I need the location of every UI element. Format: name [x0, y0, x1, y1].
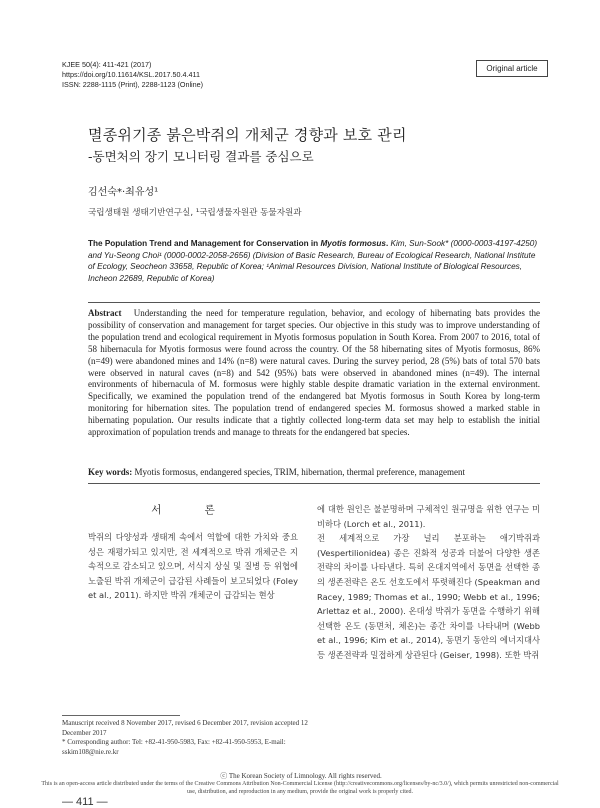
license-notice: This is an open-access article distributed under the terms of the Creative Commons Attribution Non-Commercial License (http://creativecommons.org/licenses/by-nc/3.0/), which permits unrestricted non-commercial use, distribution, and reproduction in any medium, provide the original work is properly cited. [41, 781, 559, 795]
doi-link[interactable]: https://doi.org/10.11614/KSL.2017.50.4.411 [62, 70, 200, 79]
page-number: — 411 — [62, 796, 108, 808]
corresponding-author: * Corresponding author: Tel: +82-41-950-5983, Fax: +82-41-950-5953, E-mail: sskim108@nie.re.kr [62, 738, 286, 756]
keywords-text: Myotis formosus, endangered species, TRIM, hibernation, thermal preference, management [134, 467, 465, 477]
journal-meta [62, 60, 203, 90]
korean-subtitle: -동면처의 장기 모니터링 결과를 중심으로 [88, 149, 314, 164]
korean-authors: 김선숙*·최유성¹ [88, 187, 159, 198]
section-heading-introduction: 서 론 [151, 504, 235, 516]
body-column-right: 에 대한 원인은 불분명하며 구체적인 원규명을 위한 연구는 미비하다 (Lorch et al., 2011). 전 세계적으로 가장 널리 분포하는 애기박쥐과 (Vespertilionidea) 종은 진화적 성공과 더불어 다양한 생존전략의 차이를 나타낸다. 특히 온대지역에서 동면을 선택한 종의 생존전략은 온도 선호도에서 뚜렷해진다 (Speakman and Racey, 1989; Thomas et al., 1990; Webb et al., 1996; Arlettaz et al., 2000). 온대성 박쥐가 동면을 수행하기 위해 선택한 온도 (동면처, 체온)는 종간 차이를 나타내며 (Webb et al., 1996; Kim et al., 2014), 동면기 동안의 에너지대사 등 생존전략과 밀접하게 상관된다 (Geiser, 1998). 또한 박쥐 [317, 504, 540, 660]
copyright: ⓒ The Korean Society of Limnology. All rights reserved. [220, 772, 382, 780]
keywords [88, 466, 540, 478]
issn: ISSN: 2288-1115 (Print), 2288-1123 (Online) [62, 80, 204, 89]
abstract-bottom-rule [88, 483, 540, 484]
korean-affiliations: 국립생태원 생태기반연구실, ¹국립생물자원관 동물자원과 [88, 208, 302, 218]
footnote-rule [62, 715, 180, 716]
keywords-label: Key words: [88, 467, 133, 477]
footnote [62, 719, 312, 757]
abstract [88, 308, 540, 439]
abstract-text: Understanding the need for temperature regulation, behavior, and ecology of hibernating bats provides the possibility of conservation and management for target species. Our objective in this study was to improve understanding of the population trend and ecological requirement in Myotis formosus population in South Korea. From 2007 to 2016, total of 58 hibernacula for Myotis formosus were found across the country. Of the 58 hibernating sites of Myotis formosus, 86% (n=49) were abandoned mines and 14% (n=8) were natural caves. During the survey period, 28 (5%) bats of total 570 bats were observed in natural caves (n=8) and 542 (95%) bats were observed in abandoned mines (n=49). The internal environments of hibernacula of M. formosus were highly stable despite dramatic variation in the external environment. Specifically, we examined the population trend of the endangered bat Myotis formosus in South Korea by long-term monitoring for hibernation sites. The population trend of endangered species M. formosus showed a marked stable in hibernating population. Our results indicate that a tightly collected long-term data set may help to establish the initial approximation of population trends and manage to threats for the endangered bat species. [88, 308, 540, 438]
abstract-label: Abstract [88, 308, 122, 318]
manuscript-dates: Manuscript received 8 November 2017, revised 6 December 2017, revision accepted 12 December 2017 [62, 719, 308, 737]
abstract-top-rule [88, 302, 540, 303]
journal-citation: KJEE 50(4): 411-421 (2017) [62, 60, 152, 69]
english-title-block [88, 238, 540, 284]
english-title: The Population Trend and Management for Conservation in Myotis formosus. [88, 239, 389, 248]
article-type-badge: Original article [476, 60, 548, 77]
body-column-left: 박쥐의 다양성과 생태계 속에서 역할에 대한 가치와 중요성은 재평가되고 있지만, 전 세계적으로 박쥐 개체군은 지속적으로 감소되고 있으며, 서식지 상실 및 질병 등 위협에 노출된 박쥐 개체군이 급감된 사례들이 보고되었다 (Foley et al., 2011). 하지만 박쥐 개체군이 급감되는 현상 [88, 532, 298, 601]
korean-title: 멸종위기종 붉은박쥐의 개체군 경향과 보호 관리 [88, 126, 407, 144]
english-authors-affiliations: Kim, Sun-Sook* (0000-0003-4197-4250) and Yu-Seong Choi¹ (0000-0002-2058-2656) (Division of Basic Research, Bureau of Ecological Research, National Institute of Ecology, Seocheon 33658, Republic of Korea; ¹Animal Resources Division, National Institute of Biological Resources, Incheon 22689, Republic of Korea) [88, 239, 538, 283]
